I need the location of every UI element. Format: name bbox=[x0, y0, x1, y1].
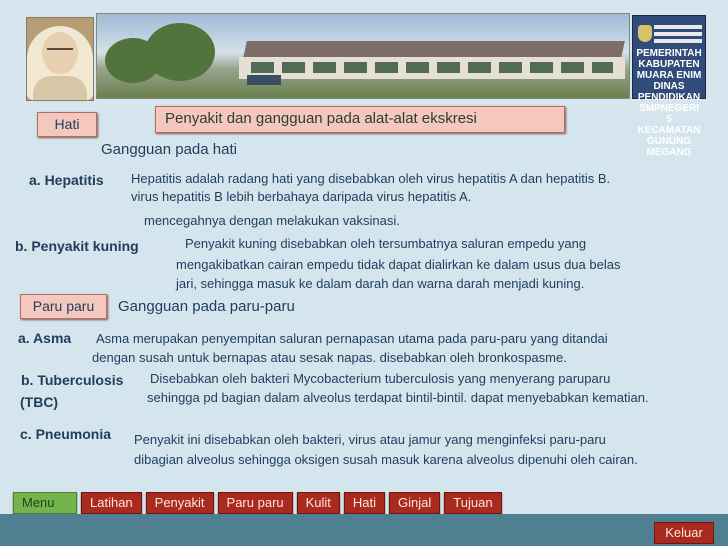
tbc-line-2: sehingga pd bagian dalam alveolus terdapat bintil-bintil. dapat menyebabkan kematian. bbox=[147, 390, 649, 405]
school-photo bbox=[96, 13, 630, 99]
tab-hati[interactable]: Hati bbox=[37, 112, 97, 137]
nav-hati-button[interactable]: Hati bbox=[344, 492, 385, 514]
asma-line-2: dengan susah untuk bernapas atau sesak napas. disebabkan oleh bronkospasme. bbox=[92, 350, 567, 365]
kuning-line-2: mengakibatkan cairan empedu tidak dapat dialirkan ke dalam usus dua belas bbox=[176, 257, 621, 272]
nav-ginjal-button[interactable]: Ginjal bbox=[389, 492, 440, 514]
term-tbc: (TBC) bbox=[20, 394, 59, 410]
term-asma: a. Asma bbox=[18, 330, 72, 346]
school-plaque bbox=[632, 15, 706, 158]
hepatitis-line-3: mencegahnya dengan melakukan vaksinasi. bbox=[144, 213, 400, 228]
nav-tujuan-button[interactable]: Tujuan bbox=[444, 492, 501, 514]
pneumonia-line-1: Penyakit ini disebabkan oleh bakteri, virus atau jamur yang menginfeksi paru-paru bbox=[134, 432, 606, 447]
keluar-button[interactable]: Keluar bbox=[654, 522, 714, 544]
bottom-navigation bbox=[13, 492, 502, 514]
plaque-text: PEMERINTAH KABUPATEN MUARA ENIM DINAS PENDIDIKAN SMPNEGERI 5 KECAMATAN GUNUNG MEGANG bbox=[636, 48, 702, 158]
teacher-photo bbox=[26, 17, 94, 101]
tbc-line-1: Disebabkan oleh bakteri Mycobacterium tuberculosis yang menyerang paruparu bbox=[150, 371, 611, 386]
school-emblem-icon bbox=[638, 25, 652, 42]
term-hepatitis: a. Hepatitis bbox=[29, 172, 104, 188]
nav-latihan-button[interactable]: Latihan bbox=[81, 492, 142, 514]
kuning-line-1: Penyakit kuning disebabkan oleh tersumbatnya saluran empedu yang bbox=[185, 236, 587, 251]
section-heading-hati: Gangguan pada hati bbox=[101, 141, 237, 158]
term-penyakit-kuning: b. Penyakit kuning bbox=[15, 238, 139, 254]
asma-line-1: Asma merupakan penyempitan saluran pernapasan utama pada paru-paru yang ditandai bbox=[96, 331, 608, 346]
term-pneumonia: c. Pneumonia bbox=[20, 426, 112, 442]
nav-kulit-button[interactable]: Kulit bbox=[297, 492, 340, 514]
kuning-line-3: jari, sehingga masuk ke dalam darah dan warna darah menjadi kuning. bbox=[176, 276, 585, 291]
page-title: Penyakit dan gangguan pada alat-alat ekskresi bbox=[155, 106, 565, 133]
nav-menu-button[interactable]: Menu bbox=[13, 492, 77, 514]
tab-paru-paru[interactable]: Paru paru bbox=[20, 294, 107, 319]
nav-penyakit-button[interactable]: Penyakit bbox=[146, 492, 214, 514]
nav-paru-paru-button[interactable]: Paru paru bbox=[218, 492, 293, 514]
hepatitis-line-1: Hepatitis adalah radang hati yang disebabkan oleh virus hepatitis A dan hepatitis B. bbox=[131, 171, 611, 186]
hepatitis-line-2: virus hepatitis B lebih berbahaya daripada virus hepatitis A. bbox=[131, 189, 472, 204]
pneumonia-line-2: dibagian alveolus sehingga oksigen susah masuk karena alveolus dipenuhi oleh cairan. bbox=[134, 452, 638, 467]
footer-band bbox=[0, 514, 728, 546]
section-heading-paru: Gangguan pada paru-paru bbox=[118, 298, 295, 315]
term-tuberculosis: b. Tuberculosis bbox=[21, 372, 124, 388]
